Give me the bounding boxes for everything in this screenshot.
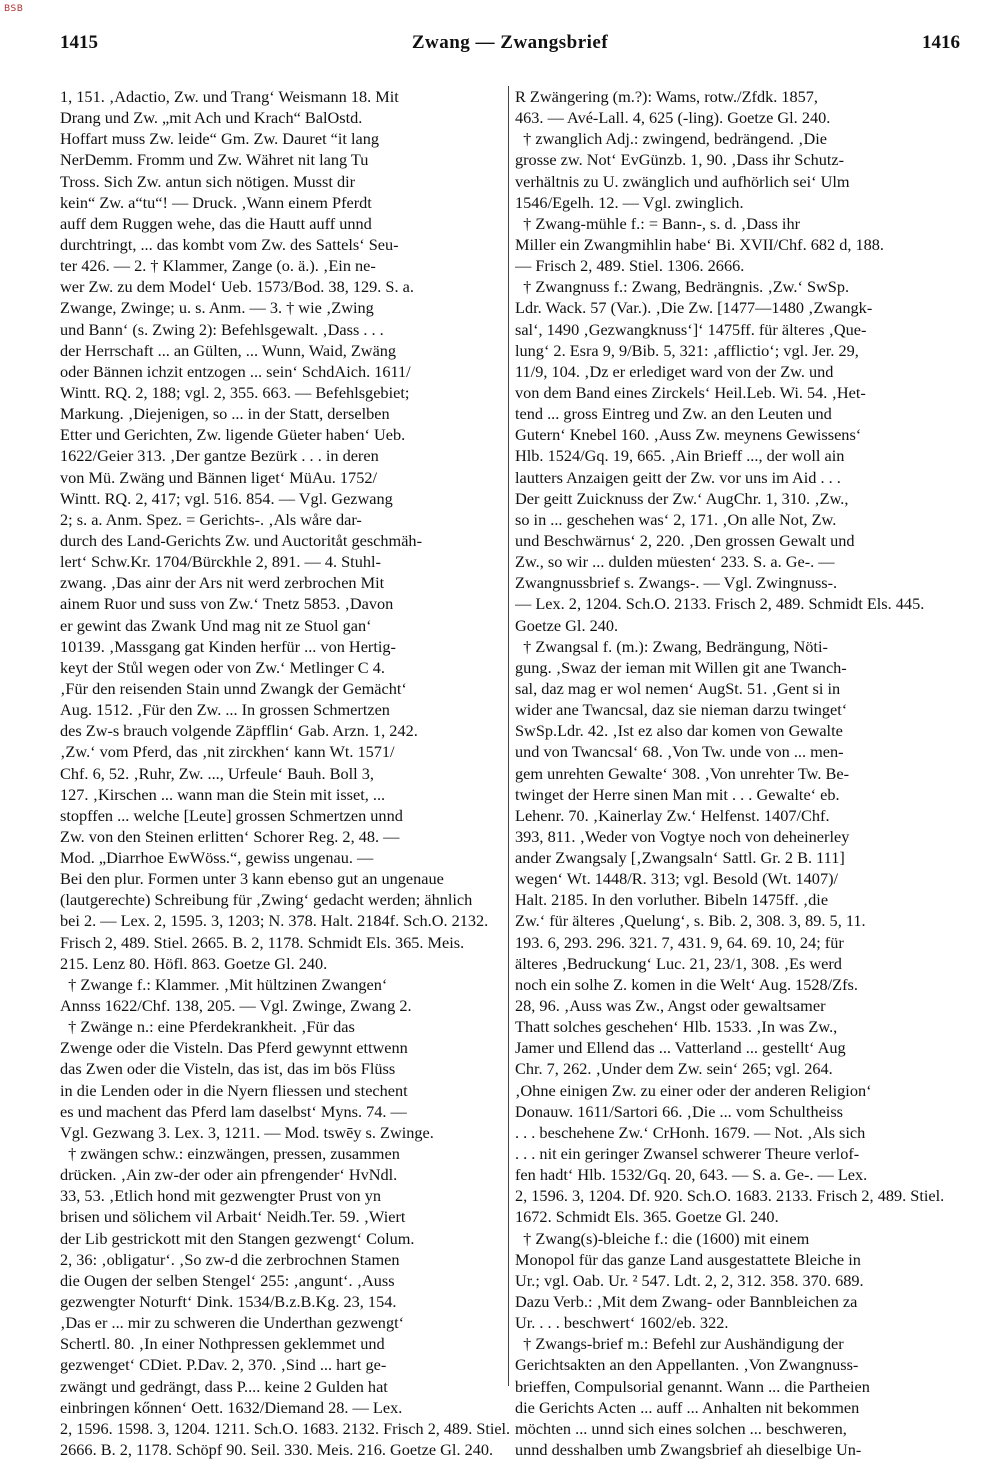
text-line: 1546/Egelh. 12. — Vgl. zwinglich.: [515, 192, 744, 212]
text-line: 393, 811. ‚Weder von Vogtye noch von deheinerley: [515, 826, 850, 846]
text-line: Chf. 6, 52. ‚Ruhr, Zw. ..., Urfeule‘ Bauh. Boll 3,: [60, 763, 374, 783]
text-line: Halt. 2185. In den vorluther. Bibeln 1475ff. ‚die: [515, 890, 829, 910]
text-line: gem unrehten Gewalte‘ 308. ‚Von unrehter Tw. Be-: [515, 763, 850, 783]
text-line: 1622/Geier 313. ‚Der gantze Bezürk . . . in deren: [60, 446, 379, 466]
text-line: lert‘ Schw.Kr. 1704/Bürckhle 2, 891. — 4. Stuhl-: [60, 552, 381, 572]
text-line: älteres ‚Bedruckung‘ Luc. 21, 23/1, 308. ‚Es werd: [515, 953, 842, 973]
text-line: † Zwangsal f. (m.): Zwang, Bedrängung, Nöti-: [515, 636, 828, 656]
text-line: unnd desshalben umb Zwangsbrief ah dieselbige Un-: [515, 1440, 862, 1459]
text-line: Vgl. Gezwang 3. Lex. 3, 1211. — Mod. tswēy s. Zwinge.: [60, 1122, 434, 1142]
text-line: fen hadt‘ Hlb. 1532/Gq. 20, 643. — S. a. Ge-. — Lex.: [515, 1165, 868, 1185]
text-line: das Zwen oder die Visteln, das ist, das im bös Flüss: [60, 1059, 396, 1079]
text-line: grosse zw. Not‘ EvGünzb. 1, 90. ‚Dass ihr Schutz-: [515, 150, 845, 170]
text-line: Der geitt Zuicknuss der Zw.‘ AugChr. 1, 310. ‚Zw.,: [515, 488, 849, 508]
text-line: Bei den plur. Formen unter 3 kann ebenso gut an ungenaue: [60, 869, 444, 889]
page-header: [60, 32, 960, 60]
column-divider: [508, 86, 509, 1386]
text-line: . . . nit ein geringer Zwansel schwerer Theure verlof-: [515, 1144, 860, 1164]
text-line: ter 426. — 2. † Klammer, Zange (o. ä.). ‚Ein ne-: [60, 256, 376, 276]
text-line: 10139. ‚Massgang gat Kinden herfür ... von Hertig-: [60, 636, 396, 656]
text-line: lung‘ 2. Esra 9, 9/Bib. 5, 321: ‚afflictio‘; vgl. Jer. 29,: [515, 340, 859, 360]
text-line: ander Zwangsaly [‚Zwangsaln‘ Sattl. Gr. 2 B. 111]: [515, 848, 845, 868]
text-line: Zwange, Zwinge; u. s. Anm. — 3. † wie ‚Zwing: [60, 298, 374, 318]
text-line: 127. ‚Kirschen ... wann man die Stein mit isset, ...: [60, 784, 386, 804]
text-line: Hlb. 1524/Gq. 19, 665. ‚Ain Brieff ..., der woll ain: [515, 446, 845, 466]
text-line: durch des Land-Gerichts Zw. und Auctoritåt geschmäh-: [60, 530, 422, 550]
text-line: wer Zw. zu dem Model‘ Ueb. 1573/Bod. 38, 129. S. a.: [60, 277, 414, 297]
text-line: einbringen kőnnen‘ Oett. 1632/Diemand 28. — Lex.: [60, 1397, 403, 1417]
text-line: — Frisch 2, 489. Stiel. 1306. 2666.: [515, 256, 745, 276]
text-line: Schertl. 80. ‚In einer Nothpressen geklemmet und: [60, 1334, 385, 1354]
right-column: [515, 86, 960, 1460]
text-line: von Mü. Zwäng und Bännen liget‘ MüAu. 1752/: [60, 467, 377, 487]
text-line: 28, 96. ‚Auss was Zw., Angst oder gewaltsamer: [515, 996, 826, 1016]
text-line: Jamer und Ellend das ... Vatterland ... gestellt‘ Aug: [515, 1038, 846, 1058]
text-line: gung. ‚Swaz der ieman mit Willen git ane Twanch-: [515, 657, 847, 677]
text-line: Donauw. 1611/Sartori 66. ‚Die ... vom Schultheiss: [515, 1101, 844, 1121]
text-line: ‚Für den reisenden Stain unnd Zwangk der Gemächt‘: [60, 678, 407, 698]
text-line: lautters Anzaigen geitt der Zw. vor uns im Aid . . .: [515, 467, 841, 487]
text-line: Etter und Gerichten, Zw. ligende Güeter haben‘ Ueb.: [60, 425, 406, 445]
text-line: SwSp.Ldr. 42. ‚Ist ez also dar komen von Gewalte: [515, 721, 843, 741]
text-line: ‚Das er ... mir zu schweren die Underthan gezwengt‘: [60, 1313, 405, 1333]
text-line: 2666. B. 2, 1178. Schöpf 90. Seil. 330. Meis. 216. Goetze Gl. 240.: [60, 1440, 494, 1459]
text-line: . . . beschehene Zw.‘ CrHonh. 1679. — Not. ‚Als sich: [515, 1122, 866, 1142]
text-line: des Zw-s brauch volgende Zäpfflin‘ Gab. Arzn. 1, 242.: [60, 721, 418, 741]
text-line: † zwanglich Adj.: zwingend, bedrängend. ‚Die: [515, 129, 827, 149]
text-line: er gewint das Zwank Und mag nit ze Stuol gan‘: [60, 615, 372, 635]
text-line: stopffen ... welche [Leute] grossen Schmertzen unnd: [60, 805, 403, 825]
text-line: † Zwang(s)-bleiche f.: die (1600) mit einem: [515, 1228, 810, 1248]
text-line: tend ... gross Eintreg und Zw. an den Leuten und: [515, 404, 832, 424]
text-line: ainem Ruor und suss von Zw.‘ Tnetz 5853. ‚Davon: [60, 594, 394, 614]
text-line: Gutern‘ Knebel 160. ‚Auss Zw. meynens Gewissens‘: [515, 425, 862, 445]
text-line: † zwängen schw.: einzwängen, pressen, zusammen: [60, 1144, 400, 1164]
text-line: Markung. ‚Diejenigen, so ... in der Statt, derselben: [60, 404, 390, 424]
text-line: möchten ... unnd sich eines solchen ... beschweren,: [515, 1418, 847, 1438]
text-line: Lehenr. 70. ‚Kainerlay Zw.‘ Helfenst. 1407/Chf.: [515, 805, 830, 825]
text-line: Ur.; vgl. Oab. Ur. ² 547. Ldt. 2, 2, 312. 358. 370. 689.: [515, 1270, 864, 1290]
text-line: Aug. 1512. ‚Für den Zw. ... In grossen Schmertzen: [60, 700, 390, 720]
text-line: in die Lenden oder in die Nyern fliessen und stechent: [60, 1080, 408, 1100]
text-line: Miller ein Zwangmihlin habe‘ Bi. XVII/Chf. 682 d, 188.: [515, 234, 884, 254]
text-line: † Zwang-mühle f.: = Bann-, s. d. ‚Dass ihr: [515, 213, 801, 233]
text-line: und Bann‘ (s. Zwing 2): Befehlsgewalt. ‚Dass . . .: [60, 319, 384, 339]
text-line: 2, 36: ‚obligatur‘. ‚So zw-d die zerbrochnen Stamen: [60, 1249, 400, 1269]
left-column: [60, 86, 510, 1460]
running-title: Zwang — Zwangsbrief: [411, 32, 609, 53]
text-line: ‚Ohne einigen Zw. zu einer oder der anderen Religion‘: [515, 1080, 872, 1100]
text-line: 463. — Avé-Lall. 4, 625 (-ling). Goetze Gl. 240.: [515, 108, 831, 128]
text-line: der Lib gestrickott mit den Stangen gezwengt‘ Colum.: [60, 1228, 415, 1248]
text-line: bei 2. — Lex. 2, 1595. 3, 1203; N. 378. Halt. 2184f. Sch.O. 2132.: [60, 911, 489, 931]
text-line: 215. Lenz 80. Höfl. 863. Goetze Gl. 240.: [60, 953, 328, 973]
page-number-right: 1416: [922, 32, 960, 53]
text-line: wegen‘ Wt. 1448/R. 313; vgl. Besold (Wt. 1407)/: [515, 869, 839, 889]
text-line: und von Twancsal‘ 68. ‚Von Tw. unde von ... men-: [515, 742, 844, 762]
text-line: R Zwängering (m.?): Wams, rotw./Zfdk. 1857,: [515, 87, 818, 106]
text-line: Annss 1622/Chf. 138, 205. — Vgl. Zwinge, Zwang 2.: [60, 996, 412, 1016]
text-line: es und machent das Pferd lam daselbst‘ Myns. 74. —: [60, 1101, 407, 1121]
text-line: zwängt und gedrängt, dass P.... keine 2 Gulden hat: [60, 1376, 388, 1396]
text-line: Drang und Zw. „mit Ach und Krach“ BalOstd.: [60, 108, 363, 128]
text-line: die Ougen der selben Stengel‘ 255: ‚angunt‘. ‚Auss: [60, 1270, 395, 1290]
text-line: — Lex. 2, 1204. Sch.O. 2133. Frisch 2, 489. Schmidt Els. 445.: [515, 594, 925, 614]
text-line: verhältnis zu U. zwänglich und aufhörlich sei‘ Ulm: [515, 171, 850, 191]
text-line: Dazu Verb.: ‚Mit dem Zwang- oder Bannbleichen za: [515, 1292, 858, 1312]
text-line: Hoffart muss Zw. leide“ Gm. Zw. Dauret “it lang: [60, 129, 380, 149]
text-line: twinget der Herre sinen Man mit . . . Gewalte‘ eb.: [515, 784, 840, 804]
text-line: Gerichtsakten an den Appellanten. ‚Von Zwangnuss-: [515, 1355, 859, 1375]
text-line: Zw., so wir ... dulden müesten‘ 233. S. a. Ge-. —: [515, 552, 835, 572]
text-line: Goetze Gl. 240.: [515, 615, 619, 635]
text-line: Zw.‘ für älteres ‚Quelung‘, s. Bib. 2, 308. 3, 89. 5, 11.: [515, 911, 866, 931]
text-line: 1672. Schmidt Els. 365. Goetze Gl. 240.: [515, 1207, 779, 1227]
text-line: gezwengter Noturft‘ Dink. 1534/B.z.B.Kg. 23, 154.: [60, 1292, 397, 1312]
text-line: † Zwangnuss f.: Zwang, Bedrängnis. ‚Zw.‘ SwSp.: [515, 277, 850, 297]
text-line: durchtringt, ... das kombt vom Zw. des Sattels‘ Seu-: [60, 234, 399, 254]
text-line: Thatt solches geschehen‘ Hlb. 1533. ‚In was Zw.,: [515, 1017, 838, 1037]
text-line: 11/9, 104. ‚Dz er erlediget ward von der Zw. und: [515, 361, 834, 381]
text-line: brieffen, Compulsorial genannt. Wann ... die Partheien: [515, 1376, 870, 1396]
page-number-left: 1415: [60, 32, 98, 53]
text-line: auff dem Ruggen wehe, das die Hautt auff unnd: [60, 213, 372, 233]
text-line: sal‘, 1490 ‚Gezwangknuss‘]‘ 1475ff. für älteres ‚Que-: [515, 319, 867, 339]
text-line: und Beschwärnus‘ 2, 220. ‚Den grossen Gewalt und: [515, 530, 855, 550]
text-line: † Zwange f.: Klammer. ‚Mit hültzinen Zwangen‘: [60, 974, 388, 994]
text-line: Wintt. RQ. 2, 417; vgl. 516. 854. — Vgl. Gezwang: [60, 488, 393, 508]
text-line: 2, 1596. 1598. 3, 1204. 1211. Sch.O. 1683. 2132. Frisch 2, 489. Stiel.: [60, 1418, 510, 1438]
text-line: Mod. „Diarrhoe EwWöss.“, gewiss ungenau. —: [60, 848, 374, 868]
text-line: Ldr. Wack. 57 (Var.). ‚Die Zw. [1477—1480 ‚Zwangk-: [515, 298, 873, 318]
text-line: 1, 151. ‚Adactio, Zw. und Trang‘ Weismann 18. Mit: [60, 87, 399, 106]
text-line: 2, 1596. 3, 1204. Df. 920. Sch.O. 1683. 2133. Frisch 2, 489. Stiel.: [515, 1186, 945, 1206]
text-line: brisen und sölichem vil Arbait‘ Neidh.Ter. 59. ‚Wiert: [60, 1207, 406, 1227]
text-line: Tross. Sich Zw. antun sich nötigen. Musst dir: [60, 171, 356, 191]
text-line: Chr. 7, 262. ‚Under dem Zw. sein‘ 265; vgl. 264.: [515, 1059, 833, 1079]
text-line: Zwangnussbrief s. Zwangs-. — Vgl. Zwingnuss-.: [515, 573, 838, 593]
text-line: so in ... geschehen was‘ 2, 171. ‚On alle Not, Zw.: [515, 509, 837, 529]
text-line: wider ane Twancsal, daz sie nieman darzu twinget‘: [515, 700, 848, 720]
text-line: kein“ Zw. a“tu“! — Druck. ‚Wann einem Pferdt: [60, 192, 372, 212]
text-line: 2; s. a. Anm. Spez. = Gerichts-. ‚Als wåre dar-: [60, 509, 362, 529]
text-line: Frisch 2, 489. Stiel. 2665. B. 2, 1178. Schmidt Els. 365. Meis.: [60, 932, 465, 952]
text-line: sal, daz mag er wol nemen‘ AugSt. 51. ‚Gent si in: [515, 678, 841, 698]
text-line: NerDemm. Fromm und Zw. Währet nit lang Tu: [60, 150, 369, 170]
text-line: 33, 53. ‚Etlich hond mit gezwengter Prust von yn: [60, 1186, 382, 1206]
text-line: Ur. . . . beschwert‘ 1602/eb. 322.: [515, 1313, 729, 1333]
text-line: 193. 6, 293. 296. 321. 7, 431. 9, 64. 69. 10, 24; für: [515, 932, 844, 952]
text-line: Monopol für das ganze Land ausgestattete Bleiche in: [515, 1249, 861, 1269]
text-line: zwang. ‚Das ainr der Ars nit werd zerbrochen Mit: [60, 573, 385, 593]
text-line: ‚Zw.‘ vom Pferd, das ‚nit zirckhen‘ kann Wt. 1571/: [60, 742, 395, 762]
text-line: Zw. von den Steinen erlitten‘ Schorer Reg. 2, 48. —: [60, 826, 400, 846]
text-line: von dem Band eines Zirckels‘ Heil.Leb. Wi. 54. ‚Het-: [515, 382, 866, 402]
text-line: der Herrschaft ... an Gülten, ... Wunn, Waid, Zwäng: [60, 340, 397, 360]
text-line: Wintt. RQ. 2, 188; vgl. 2, 355. 663. — Befehlsgebiet;: [60, 382, 410, 402]
text-line: Zwenge oder die Visteln. Das Pferd gewynnt ettwenn: [60, 1038, 408, 1058]
library-stamp: BSB: [4, 4, 24, 14]
text-line: (lautgerechte) Schreibung für ‚Zwing‘ gedacht werden; ähnlich: [60, 890, 473, 910]
text-line: oder Bännen ichzit entzogen ... sein‘ SchdAich. 1611/: [60, 361, 411, 381]
text-line: gezwenget‘ CDiet. P.Dav. 2, 370. ‚Sind ... hart ge-: [60, 1355, 387, 1375]
text-line: keyt der Stůl wegen oder von Zw.‘ Metlinger C 4.: [60, 657, 385, 677]
text-line: † Zwangs-brief m.: Befehl zur Aushändigung der: [515, 1334, 844, 1354]
text-line: drücken. ‚Ain zw-der oder ain pfrengender‘ HvNdl.: [60, 1165, 398, 1185]
text-line: die Gerichts Acten ... auff ... Anhalten nit bekommen: [515, 1397, 860, 1417]
text-line: † Zwänge n.: eine Pferdekrankheit. ‚Für das: [60, 1017, 355, 1037]
text-line: noch ein solhe Z. komen in die Welt‘ Aug. 1528/Zfs.: [515, 974, 858, 994]
